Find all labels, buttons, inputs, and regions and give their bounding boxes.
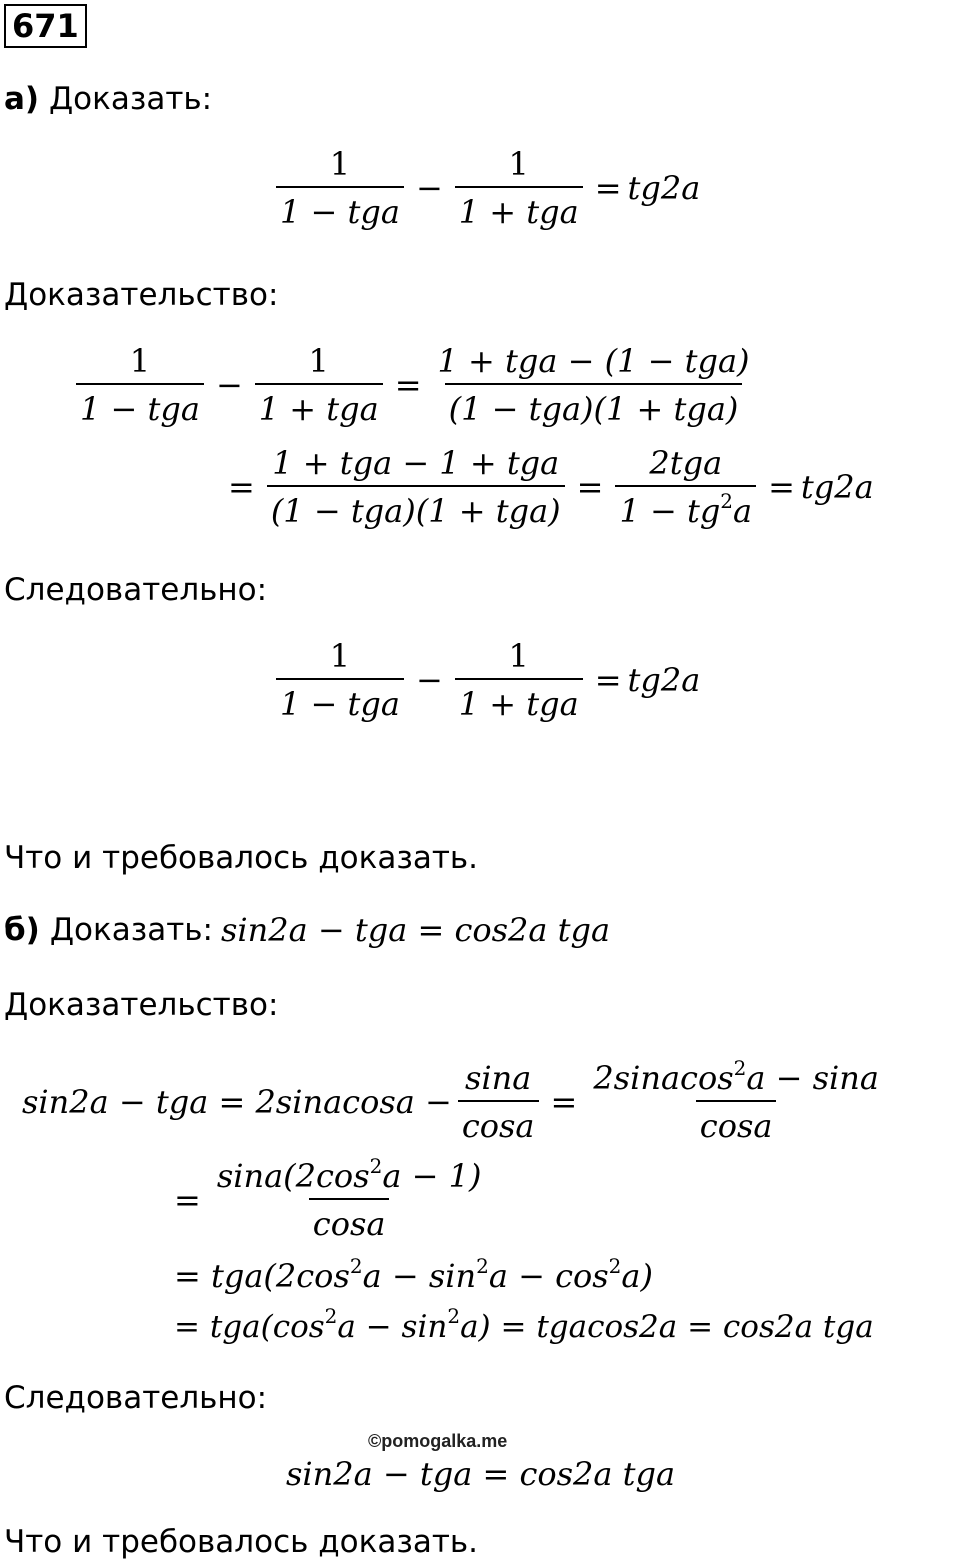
numerator: 1 + tga − (1 − tga) — [437, 342, 750, 380]
numerator-part: 2sinacos — [593, 1059, 734, 1097]
exponent: 2 — [349, 1254, 363, 1278]
denominator: 1 + tga — [455, 186, 583, 228]
fraction — [455, 145, 583, 231]
denominator: cosa — [696, 1100, 777, 1142]
denominator: 1 − tga — [276, 186, 404, 228]
part-b-label: б) — [4, 911, 40, 948]
part-b-proof-label: Доказательство: — [4, 987, 279, 1023]
part-a-therefore-label: Следовательно: — [4, 572, 268, 608]
numerator: sina — [464, 1059, 532, 1097]
fraction — [76, 342, 204, 428]
part-b-qed: Что и требовалось доказать. — [4, 1524, 479, 1560]
denominator-tail: a — [733, 492, 753, 530]
fraction — [276, 637, 404, 723]
fraction — [455, 637, 583, 723]
rhs: tg2a — [627, 169, 701, 207]
numerator: 2tga — [649, 444, 723, 482]
watermark: ©pomogalka.me — [368, 1431, 508, 1451]
expr-part: = tga(cos — [174, 1309, 325, 1345]
minus-sign: − — [415, 169, 443, 207]
equals-sign: = — [576, 468, 604, 506]
fraction — [434, 342, 754, 428]
part-b-prove-label: Доказать: — [49, 911, 213, 948]
fraction — [255, 342, 383, 428]
denominator — [615, 485, 756, 530]
numerator — [213, 1154, 486, 1198]
numerator: 1 + tga − 1 + tga — [272, 444, 560, 482]
part-a-proof-label: Доказательство: — [4, 277, 279, 313]
part-b-header — [4, 911, 611, 949]
denominator: cosa — [458, 1100, 539, 1142]
equals-sign: = — [550, 1083, 578, 1121]
numerator-part: a − sina — [746, 1059, 879, 1097]
denominator-base: 1 − tg — [619, 492, 721, 530]
numerator: 1 — [508, 637, 529, 675]
numerator: 1 — [508, 145, 529, 183]
part-b-therefore-label: Следовательно: — [4, 1380, 268, 1416]
equals-sign: = — [594, 661, 622, 699]
fraction — [276, 145, 404, 231]
part-a-label: а) — [4, 81, 40, 117]
numerator: 1 — [308, 342, 329, 380]
numerator — [589, 1056, 883, 1100]
lhs: sin2a − tga = 2sinacosa − — [22, 1083, 452, 1121]
expr-part: a − sin — [362, 1257, 477, 1295]
part-b-statement: sin2a − tga = cos2a tga — [221, 911, 611, 949]
expr-part: a) — [621, 1257, 653, 1295]
equals-sign: = — [174, 1181, 201, 1219]
exponent: 2 — [476, 1254, 489, 1278]
numerator: 1 — [329, 145, 351, 183]
problem-number: 671 — [4, 4, 87, 48]
equals-sign: = — [768, 468, 795, 506]
numerator: 1 — [329, 637, 351, 675]
part-a-prove-label: Доказать: — [48, 81, 213, 117]
numerator-part: sina(2cos — [216, 1157, 370, 1195]
exponent: 2 — [720, 489, 734, 513]
denominator: (1 − tga)(1 + tga) — [267, 485, 565, 527]
fraction — [615, 444, 756, 530]
exponent: 2 — [369, 1154, 383, 1178]
part-a-proof-step1 — [70, 342, 760, 428]
exponent: 2 — [608, 1254, 622, 1278]
expr-part: a − sin — [337, 1309, 448, 1345]
denominator: 1 + tga — [455, 678, 583, 720]
denominator: 1 − tga — [76, 383, 204, 425]
expr-part: = tga(2cos — [174, 1257, 350, 1295]
minus-sign: − — [415, 661, 443, 699]
part-a-conclusion — [270, 637, 701, 723]
part-b-proof-line2 — [168, 1154, 491, 1243]
equals-sign: = — [594, 169, 622, 207]
denominator: (1 − tga)(1 + tga) — [445, 383, 743, 425]
equals-sign: = — [394, 366, 422, 404]
part-a-statement — [270, 145, 701, 231]
expr-part: a − cos — [488, 1257, 609, 1295]
fraction — [213, 1154, 486, 1243]
exponent: 2 — [324, 1304, 338, 1328]
denominator: 1 − tga — [276, 678, 404, 720]
part-b-conclusion: sin2a − tga = cos2a tga — [286, 1455, 676, 1493]
part-a-qed: Что и требовалось доказать. — [4, 840, 479, 876]
part-b-proof-line1 — [22, 1056, 889, 1145]
part-a-proof-step2 — [222, 444, 874, 530]
fraction — [267, 444, 565, 530]
denominator: 1 + tga — [255, 383, 383, 425]
fraction — [589, 1056, 883, 1145]
exponent: 2 — [447, 1304, 461, 1328]
fraction — [458, 1059, 539, 1145]
exponent: 2 — [733, 1056, 747, 1080]
denominator: cosa — [309, 1198, 390, 1240]
minus-sign: − — [215, 366, 243, 404]
rhs: tg2a — [627, 661, 701, 699]
numerator: 1 — [129, 342, 151, 380]
expr-part: a) = tgacos2a = cos2a tga — [460, 1309, 874, 1345]
equals-sign: = — [228, 468, 255, 506]
numerator-part: a − 1) — [382, 1157, 482, 1195]
part-a-header — [4, 81, 213, 117]
rhs: tg2a — [800, 468, 874, 506]
part-b-proof-line3 — [174, 1254, 653, 1295]
part-b-proof-line4 — [174, 1304, 874, 1345]
